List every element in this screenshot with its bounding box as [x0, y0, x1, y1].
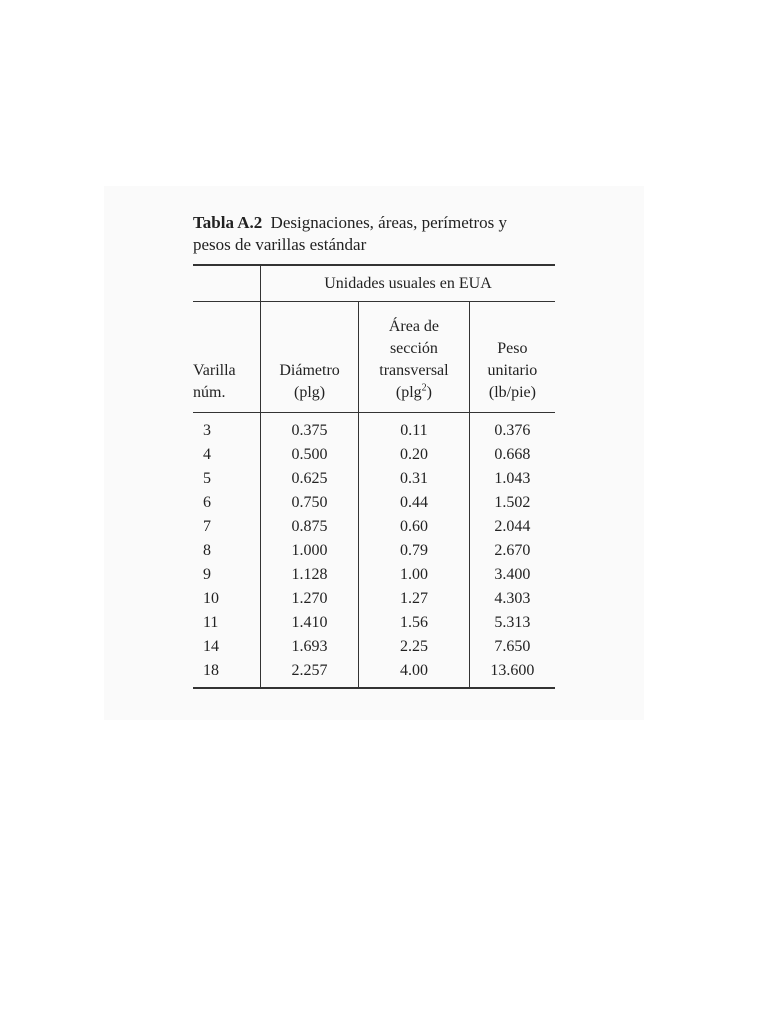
cell-diameter: 0.875 — [261, 515, 359, 539]
cell-area: 0.60 — [359, 515, 470, 539]
cell-bar-number: 5 — [203, 470, 211, 487]
cell-weight: 0.376 — [469, 413, 555, 444]
column-header-area: Área de sección transversal (plg$^2$) — [359, 302, 470, 413]
table-caption — [193, 212, 563, 256]
area-unit: (plg$^2$) — [395, 382, 432, 401]
column-header-bar: Varilla núm. — [193, 302, 261, 413]
cell-bar-number: 4 — [203, 446, 211, 463]
table-row — [193, 515, 555, 539]
cell-area: 0.11 — [359, 413, 470, 444]
caption-label: Tabla A.2 — [193, 213, 263, 232]
cell-bar-number: 8 — [203, 542, 211, 559]
caption-text-line2: pesos de varillas estándar — [193, 235, 367, 254]
cell-weight: 4.303 — [469, 587, 555, 611]
cell-area: 0.79 — [359, 539, 470, 563]
cell-diameter: 0.625 — [261, 467, 359, 491]
cell-bar-number: 11 — [203, 614, 219, 631]
cell-weight: 0.668 — [469, 443, 555, 467]
column-header-weight: Peso unitario (lb/pie) — [469, 302, 555, 413]
cell-bar-number: 14 — [203, 638, 219, 655]
table-row — [193, 443, 555, 467]
table-row — [193, 659, 555, 688]
group-header-row — [193, 265, 555, 302]
cell-diameter: 1.410 — [261, 611, 359, 635]
cell-bar-number: 6 — [203, 494, 211, 511]
table-row — [193, 635, 555, 659]
cell-bar-number: 18 — [193, 659, 261, 688]
cell-diameter: 1.128 — [261, 563, 359, 587]
cell-area: 0.31 — [359, 467, 470, 491]
cell-bar-number: 3 — [203, 422, 211, 439]
table-body — [193, 413, 555, 689]
cell-area: 1.27 — [359, 587, 470, 611]
cell-weight: 13.600 — [469, 659, 555, 688]
table-row — [193, 413, 555, 444]
cell-diameter: 1.693 — [261, 635, 359, 659]
table-row — [193, 467, 555, 491]
cell-diameter: 0.750 — [261, 491, 359, 515]
cell-area: 4.00 — [359, 659, 470, 688]
column-header-diameter: Diámetro (plg) — [261, 302, 359, 413]
cell-weight: 5.313 — [469, 611, 555, 635]
cell-weight: 2.044 — [469, 515, 555, 539]
table-row — [193, 563, 555, 587]
table-row — [193, 491, 555, 515]
cell-weight: 3.400 — [469, 563, 555, 587]
cell-bar-number: 7 — [203, 518, 211, 535]
cell-bar-number: 9 — [203, 566, 211, 583]
column-header-row — [193, 302, 555, 413]
table-row — [193, 539, 555, 563]
cell-diameter: 0.375 — [261, 413, 359, 444]
cell-diameter: 1.270 — [261, 587, 359, 611]
table-row — [193, 611, 555, 635]
cell-area: 1.56 — [359, 611, 470, 635]
group-header: Unidades usuales en EUA — [261, 265, 555, 302]
group-header-empty — [193, 265, 261, 302]
rebar-table — [193, 264, 555, 689]
cell-weight: 2.670 — [469, 539, 555, 563]
cell-diameter: 0.500 — [261, 443, 359, 467]
cell-weight: 1.502 — [469, 491, 555, 515]
cell-diameter: 1.000 — [261, 539, 359, 563]
cell-weight: 1.043 — [469, 467, 555, 491]
cell-diameter: 2.257 — [261, 659, 359, 688]
table-row — [193, 587, 555, 611]
cell-area: 0.44 — [359, 491, 470, 515]
cell-area: 2.25 — [359, 635, 470, 659]
cell-bar-number: 10 — [203, 590, 219, 607]
caption-text-line1: Designaciones, áreas, perímetros y — [270, 213, 508, 232]
cell-weight: 7.650 — [469, 635, 555, 659]
cell-area: 0.20 — [359, 443, 470, 467]
cell-area: 1.00 — [359, 563, 470, 587]
